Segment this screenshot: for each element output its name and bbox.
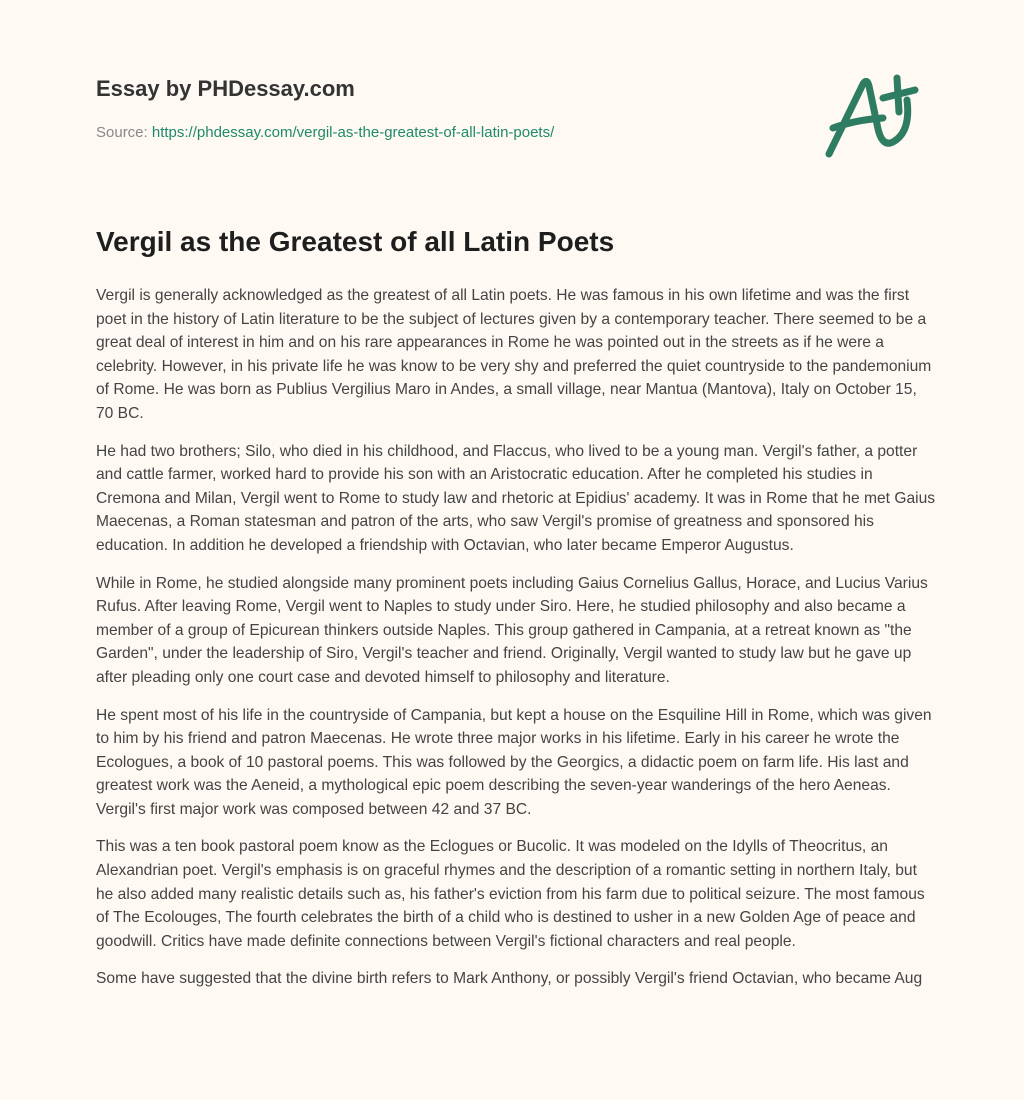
paragraph: Vergil is generally acknowledged as the greatest of all Latin poets. He was famous in his own lifetime and was the first poet in the history of Latin literature to be the subject of lectures given by a contemporary teacher. There seemed to be a great deal of interest in him and on his rare appearances in Rome he was pointed out in the streets as if he were a celebrity. However, in his private life he was know to be very shy and preferred the quiet countryside to the pandemonium of Rome. He was born as Publius Vergilius Maro in Andes, a small village, near Mantua (Mantova), Italy on October 15, 70 BC. (96, 287, 932, 422)
site-brand: Essay by PHDessay.com (96, 76, 355, 101)
source-line (96, 124, 554, 141)
source-label: Source: (96, 124, 148, 141)
a-plus-logo-icon (815, 62, 935, 172)
article-body (96, 284, 938, 1005)
source-link[interactable]: https://phdessay.com/vergil-as-the-greatest-of-all-latin-poets/ (151, 124, 555, 141)
paragraph: Some have suggested that the divine birth refers to Mark Anthony, or possibly Vergil's friend Octavian, who became Aug (96, 970, 923, 988)
paragraph: This was a ten book pastoral poem know as the Eclogues or Bucolic. It was modeled on the Idylls of Theocritus, an Alexandrian poet. Vergil's emphasis is on graceful rhymes and the description of a romantic setting in northern Italy, but he also added many realistic details such as, his father's eviction from his farm due to political seizure. The most famous of The Ecolouges, The fourth celebrates the birth of a child who is destined to usher in a new Golden Age of peace and goodwill. Critics have made definite connections between Vergil's fictional characters and real people. (96, 838, 925, 950)
article-title: Vergil as the Greatest of all Latin Poets (96, 226, 615, 257)
paragraph: He spent most of his life in the countryside of Campania, but kept a house on the Esquiline Hill in Rome, which was given to him by his friend and patron Maecenas. He wrote three major works in his lifetime. Early in his career he wrote the Ecologues, a book of 10 pastoral poems. This was followed by the Georgics, a didactic poem on farm life. His last and greatest work was the Aeneid, a mythological epic poem describing the seven-year wanderings of the hero Aeneas. Vergil's first major work was composed between 42 and 37 BC. (96, 706, 932, 818)
paragraph: He had two brothers; Silo, who died in his childhood, and Flaccus, who lived to be a young man. Vergil's father, a potter and cattle farmer, worked hard to provide his son with an Aristocratic education. After he completed his studies in Cremona and Milan, Vergil went to Rome to study law and rhetoric at Epidius' academy. It was in Rome that he met Gaius Maecenas, a Roman statesman and patron of the arts, who saw Vergil's promise of greatness and sponsored his education. In addition he developed a friendship with Octavian, who later became Emperor Augustus. (96, 442, 936, 554)
paragraph: While in Rome, he studied alongside many prominent poets including Gaius Cornelius Gallus, Horace, and Lucius Varius Rufus. After leaving Rome, Vergil went to Naples to study under Siro. Here, he studied philosophy and also became a member of a group of Epicurean thinkers outside Naples. This group gathered in Campania, at a retreat known as "the Garden", under the leadership of Siro, Vergil's teacher and friend. Originally, Vergil wanted to study law but he gave up after pleading only one court case and devoted himself to philosophy and literature. (96, 574, 928, 686)
